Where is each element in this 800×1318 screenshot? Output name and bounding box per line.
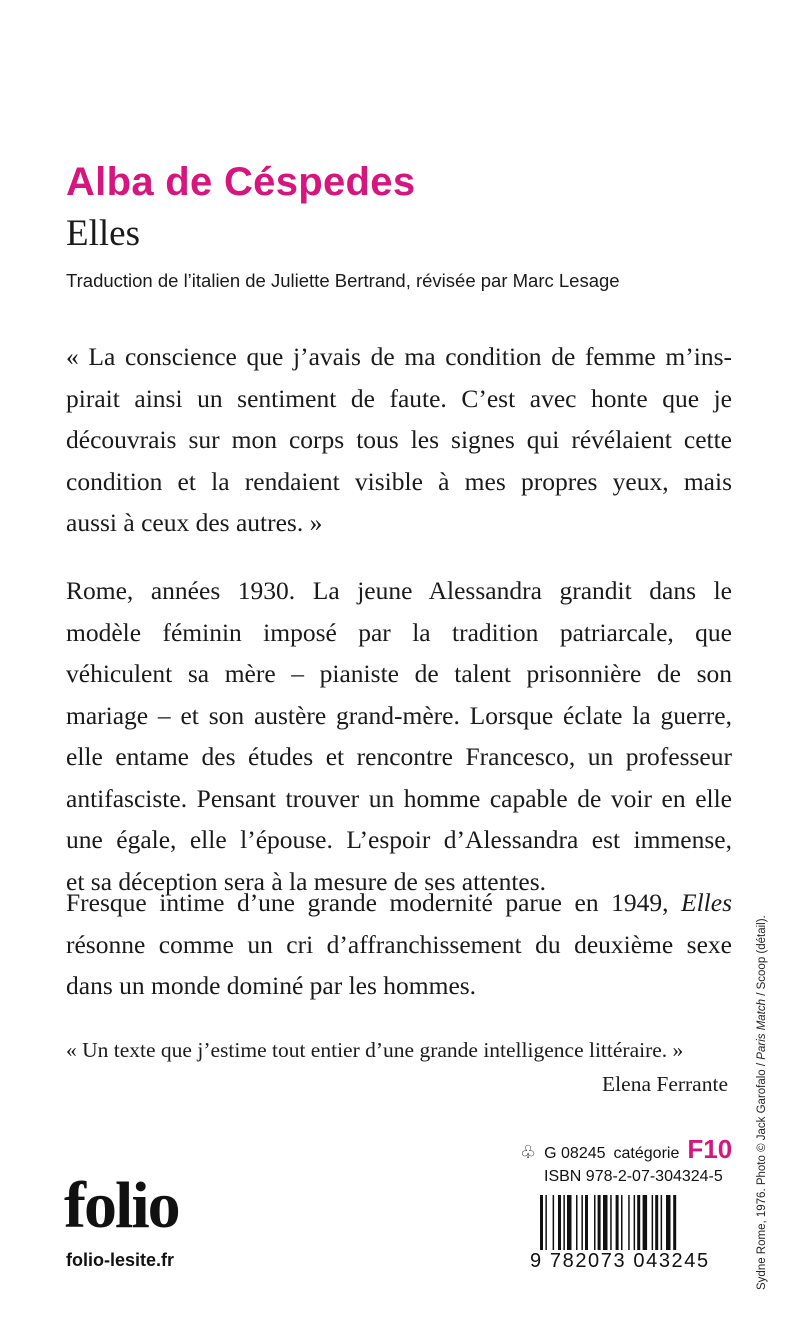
quote-line: découvrais sur mon corps tous les signes qui révélaient cette xyxy=(66,425,732,454)
photo-credit xyxy=(756,915,768,1290)
quote-line: aussi à ceux des autres. » xyxy=(66,508,323,537)
photo-credit-rest: / Scoop (détail). xyxy=(756,915,768,999)
synopsis-line: modèle féminin imposé par la tradition patriarcale, que xyxy=(66,617,732,647)
author-name: Alba de Céspedes xyxy=(66,160,416,204)
synopsis xyxy=(66,570,732,902)
closing-paragraph xyxy=(66,882,732,1007)
folio-logo: folio xyxy=(64,1169,179,1242)
closing-title-italic: Elles xyxy=(681,888,733,917)
category-label: catégorie xyxy=(613,1145,680,1162)
synopsis-line: elle entame des études et rencontre Francesco, un professeur xyxy=(66,742,732,771)
photo-credit-text: Sydne Rome, 1976. Photo © Jack Garofalo / xyxy=(756,1059,768,1290)
barcode-digits: 9 782073 043245 xyxy=(530,1250,710,1272)
synopsis-line: véhiculent sa mère – pianiste de talent prisonnière de son xyxy=(66,659,732,688)
opening-quote xyxy=(66,336,732,544)
synopsis-line: Rome, années 1930. La jeune Alessandra grandit dans le xyxy=(66,576,732,605)
praise-quote: « Un texte que j’estime tout entier d’une grande intelligence littéraire. » xyxy=(66,1038,684,1062)
synopsis-line: une égale, elle l’épouse. L’espoir d’Alessandra est immense, xyxy=(66,825,732,854)
isbn: ISBN 978-2-07-304324-5 xyxy=(544,1168,723,1185)
praise-author: Elena Ferrante xyxy=(602,1072,728,1096)
book-title: Elles xyxy=(66,213,140,254)
closing-line xyxy=(66,882,732,924)
synopsis-line: antifasciste. Pensant trouver un homme capable de voir en elle xyxy=(66,783,732,813)
publisher-website: folio-lesite.fr xyxy=(66,1250,175,1270)
quote-line: condition et la rendaient visible à mes propres yeux, mais xyxy=(66,466,732,496)
closing-line: dans un monde dominé par les hommes. xyxy=(66,971,477,1000)
translation-credit: Traduction de l’italien de Juliette Bertrand, révisée par Marc Lesage xyxy=(66,270,620,291)
folio-emblem-icon: ♧ xyxy=(520,1142,537,1162)
quote-line: « La conscience que j’avais de ma condition de femme m’ins- xyxy=(66,342,732,371)
closing-line: résonne comme un cri d’affranchissement du deuxième sexe xyxy=(66,929,732,959)
photo-credit-magazine: Paris Match xyxy=(756,998,768,1060)
category-code: F10 xyxy=(687,1134,733,1164)
catalog-code: G 08245 xyxy=(544,1145,606,1162)
catalog-code-row xyxy=(520,1134,732,1165)
quote-line: pirait ainsi un sentiment de faute. C’est avec honte que je xyxy=(66,383,732,413)
synopsis-line: mariage – et son austère grand-mère. Lorsque éclate la guerre, xyxy=(66,700,732,730)
synopsis-line: et sa déception sera à la mesure de ses attentes. xyxy=(66,866,547,896)
closing-line-text: Fresque intime d’une grande modernité parue en 1949, xyxy=(66,888,669,917)
